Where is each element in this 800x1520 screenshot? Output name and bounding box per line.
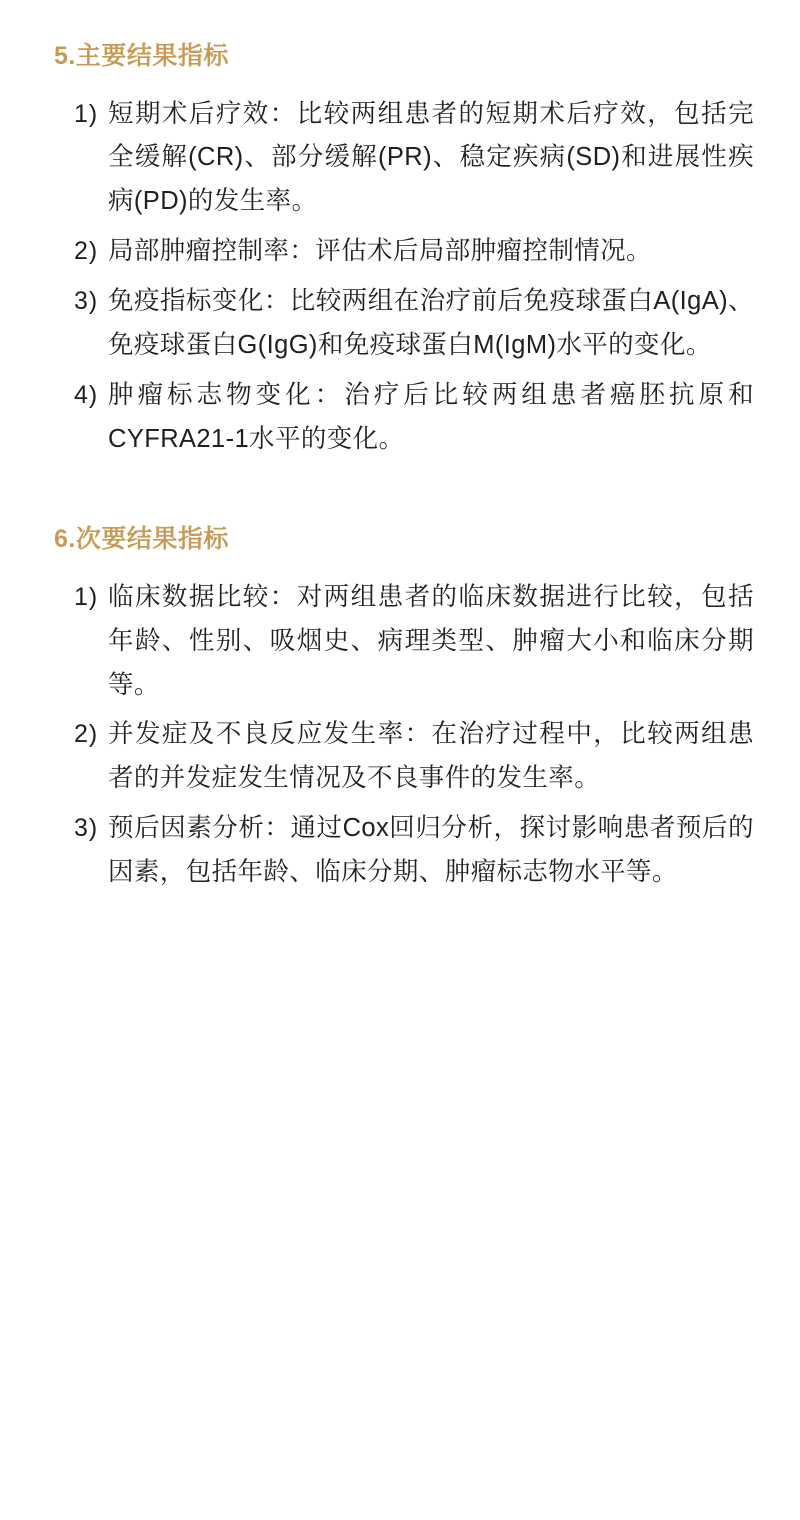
list-item-marker: 4) <box>74 380 99 409</box>
list-item-text: 免疫指标变化：比较两组在治疗前后免疫球蛋白A(IgA)、免疫球蛋白G(IgG)和免疫球蛋白M(IgM)水平的变化。 <box>108 286 754 359</box>
list-item-marker: 2) <box>74 720 99 749</box>
list-item <box>46 230 754 274</box>
section-secondary-outcomes <box>46 523 754 895</box>
list-item-marker: 3) <box>74 286 99 315</box>
list-item <box>46 374 754 462</box>
list-item <box>46 280 754 368</box>
list-item-marker: 2) <box>74 237 99 266</box>
list-item-text: 预后因素分析：通过Cox回归分析，探讨影响患者预后的因素，包括年龄、临床分期、肿瘤标志物水平等。 <box>108 814 754 887</box>
list-item <box>46 576 754 708</box>
list-item <box>46 93 754 225</box>
list-item <box>46 807 754 895</box>
list-item-marker: 1) <box>74 582 99 611</box>
list-item-marker: 3) <box>74 814 99 843</box>
list-item <box>46 713 754 801</box>
section-title: 6.次要结果指标 <box>54 525 229 554</box>
outcome-list <box>46 576 754 895</box>
list-item-text: 短期术后疗效：比较两组患者的短期术后疗效，包括完全缓解(CR)、部分缓解(PR)、稳定疾病(SD)和进展性疾病(PD)的发生率。 <box>108 99 754 216</box>
list-item-text: 肿瘤标志物变化：治疗后比较两组患者癌胚抗原和CYFRA21-1水平的变化。 <box>108 380 754 453</box>
section-primary-outcomes <box>46 40 754 461</box>
list-item-text: 局部肿瘤控制率：评估术后局部肿瘤控制情况。 <box>108 237 652 266</box>
section-title: 5.主要结果指标 <box>54 42 229 70</box>
outcome-list <box>46 93 754 462</box>
list-item-text: 临床数据比较：对两组患者的临床数据进行比较，包括年龄、性别、吸烟史、病理类型、肿瘤大小和临床分期等。 <box>108 582 754 699</box>
list-item-marker: 1) <box>74 99 99 128</box>
list-item-text: 并发症及不良反应发生率：在治疗过程中，比较两组患者的并发症发生情况及不良事件的发生率。 <box>108 720 754 793</box>
